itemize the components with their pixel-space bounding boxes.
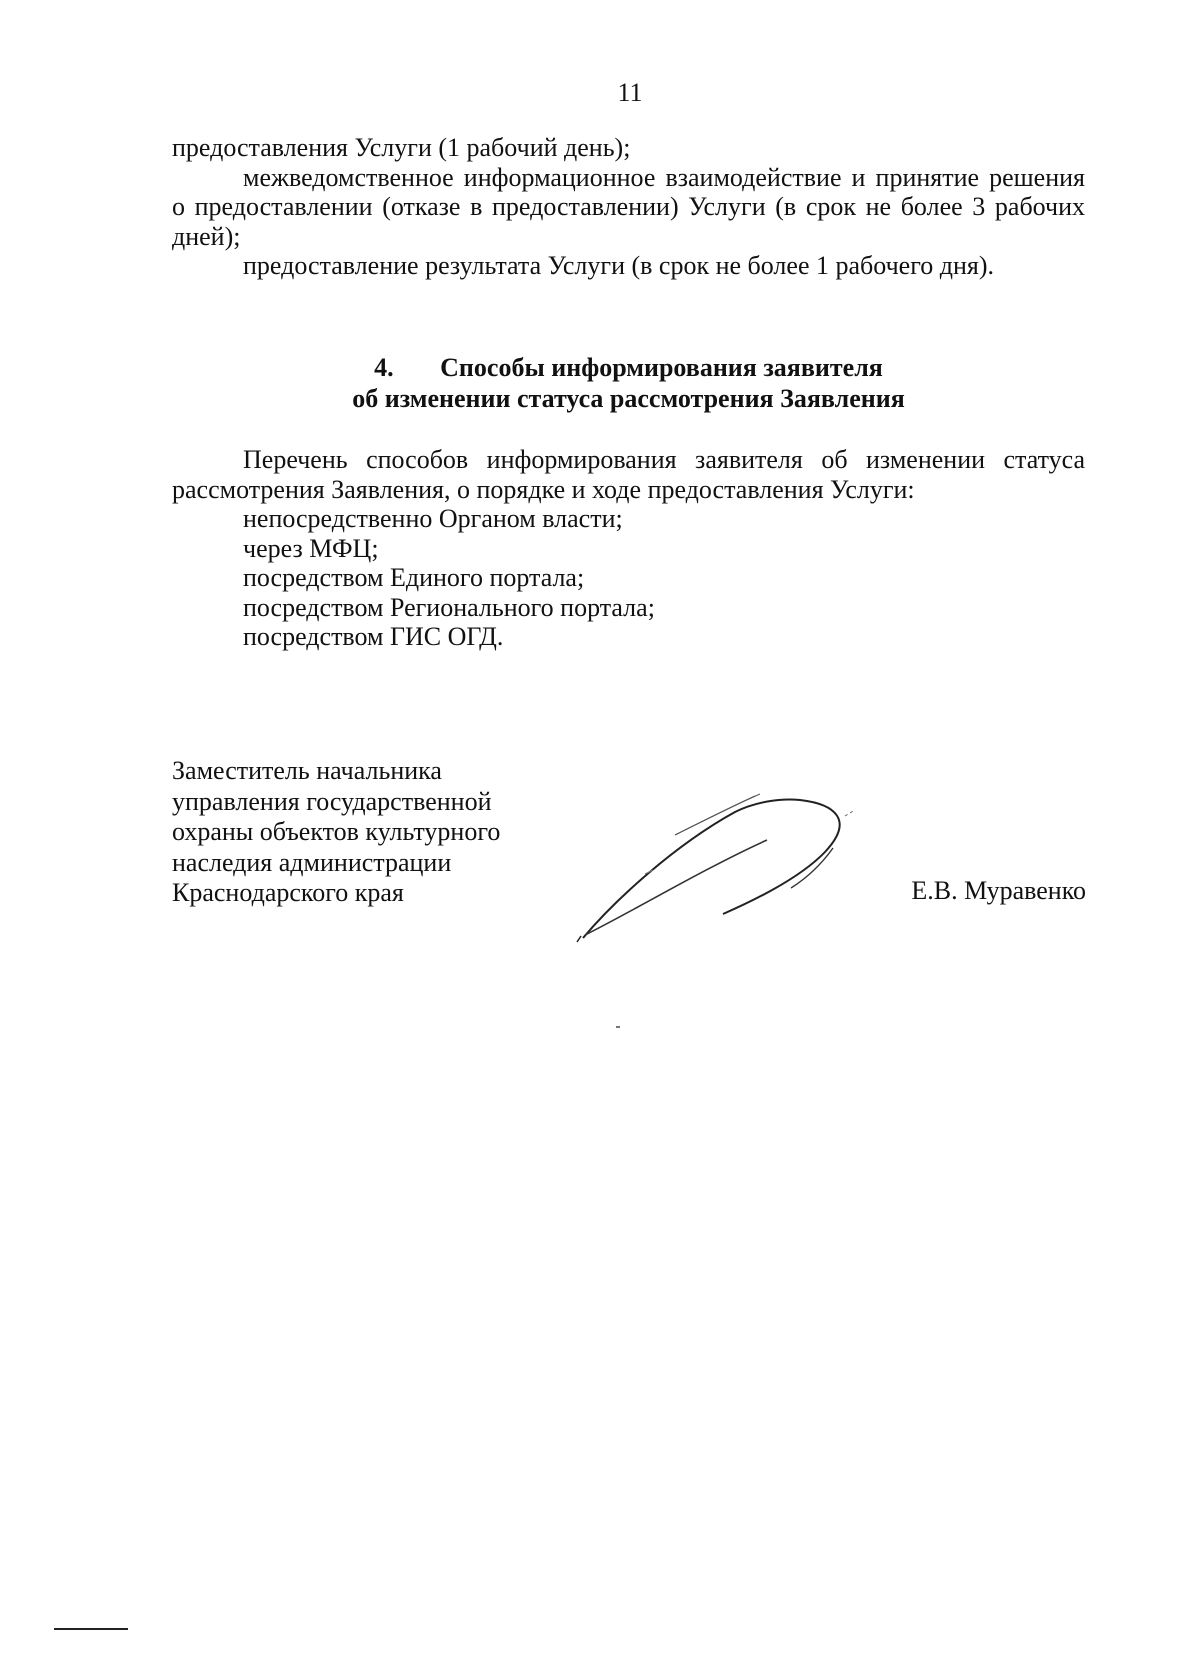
signer-position-line: охраны объектов культурного [172,817,501,846]
continuation-text [172,133,1085,281]
list-item: посредством ГИС ОГД. [243,622,504,651]
list-item: посредством Регионального портала; [243,592,655,622]
list-item: непосредственно Органом власти; [243,504,623,533]
paragraph-result: предоставление результата Услуги (в срок не более 1 рабочего дня). [243,251,994,280]
list-item: через МФЦ; [243,533,379,563]
signer-position-line: Краснодарского края [172,878,404,907]
intro-paragraph: Перечень способов информирования заявителя об изменении статуса рассмотрения Заявления, о порядке и ходе предоставления Услуги: [172,445,1085,504]
section-number: 4. [374,353,394,382]
scan-speck [616,1026,620,1028]
page-number: 11 [617,78,643,107]
list-item: посредством Единого портала; [243,563,585,592]
section-title-2: об изменении статуса рассмотрения Заявления [352,384,905,413]
section-body [172,445,1085,652]
signer-position [172,756,552,909]
section-heading-line-1 [172,352,1085,383]
signer-name: Е.В. Муравенко [911,876,1086,905]
footer-rule [54,1628,128,1630]
signer-position-line: наследия администрации [172,847,452,877]
paragraph-interagency: межведомственное информационное взаимодействие и принятие решения о предоставлении (отказе в предоставлении) Услуги (в срок не более 3 рабочих дней); [172,162,1085,251]
signer-position-line: Заместитель начальника [172,756,442,785]
handwritten-signature [555,790,895,950]
section-heading [172,352,1085,414]
section-title-1: Способы информирования заявителя [440,353,883,382]
continuation-line: предоставления Услуги (1 рабочий день); [172,133,631,162]
signer-position-line: управления государственной [172,786,492,816]
